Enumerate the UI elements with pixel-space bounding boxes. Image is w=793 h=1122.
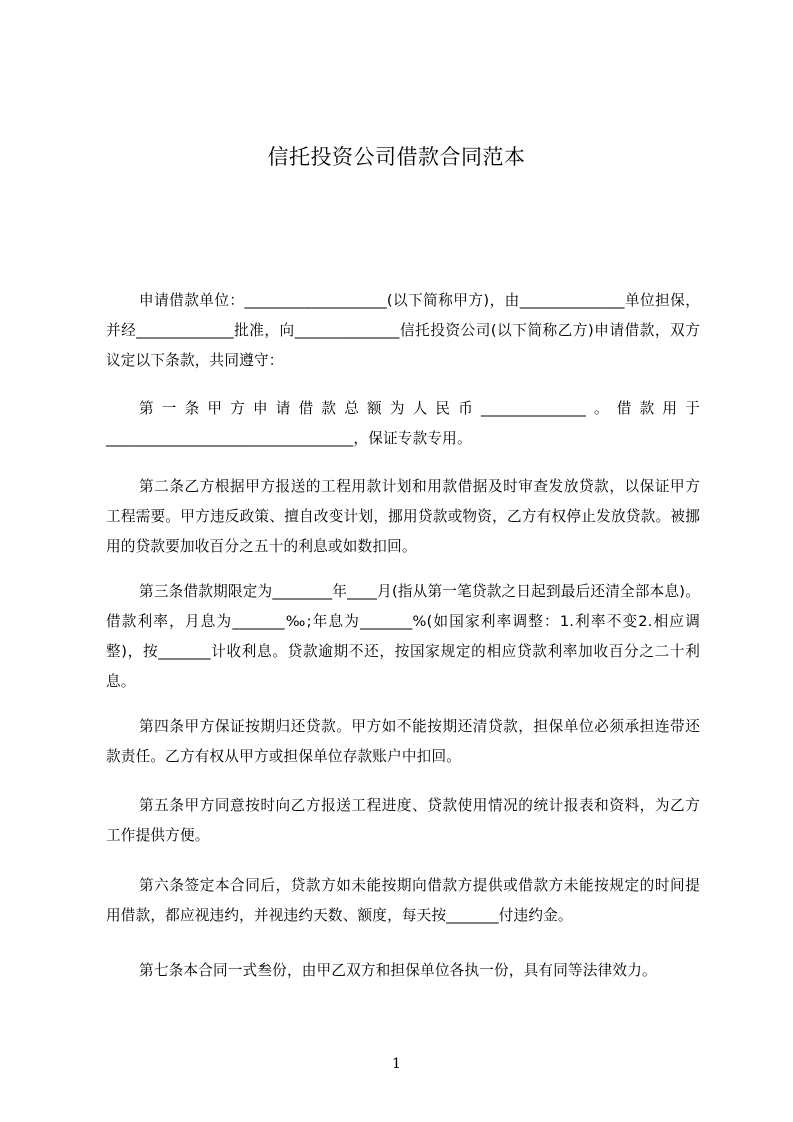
paragraph-article-3: 第三条借款期限定为________年____月(指从第一笔贷款之日起到最后还清全部本息)。借款利率，月息为_______‰;年息为_______%(如国家利率调整：1.利率不变2.相应调整)，按_______计收利息。贷款逾期不还，按国家规定的相应贷款利率加收百分之二十利息。 <box>106 583 700 690</box>
paragraph-article-7: 第七条本合同一式叁份，由甲乙双方和担保单位各执一份，具有同等法律效力。 <box>139 962 657 979</box>
paragraph-article-4: 第四条甲方保证按期归还贷款。甲方如不能按期还清贷款，担保单位必须承担连带还款责任。乙方有权从甲方或担保单位存款账户中扣回。 <box>106 718 700 765</box>
paragraph-article-1: 第一条甲方申请借款总额为人民币______________。借款用于_________________________________，保证专款专用。 <box>106 400 700 447</box>
page-title: 信托投资公司借款合同范本 <box>267 145 526 169</box>
page-number: 1 <box>392 1056 401 1072</box>
paragraph-article-5: 第五条甲方同意按时向乙方报送工程进度、贷款使用情况的统计报表和资料，为乙方工作提供方便。 <box>106 797 700 844</box>
paragraph-article-2: 第二条乙方根据甲方报送的工程用款计划和用款借据及时审查发放贷款，以保证甲方工程需要。甲方违反政策、擅自改变计划，挪用贷款或物资，乙方有权停止发放贷款。被挪用的贷款要加收百分之五十的利息或如数扣回。 <box>106 478 700 555</box>
paragraph-preamble: 申请借款单位：___________________(以下简称甲方)，由______________单位担保，并经_____________批准，向______________信托投资公司(以下简称乙方)申请借款，双方议定以下条款，共同遵守： <box>106 292 700 369</box>
paragraph-article-6: 第六条签定本合同后，贷款方如未能按期向借款方提供或借款方未能按规定的时间提用借款，都应视违约，并视违约天数、额度，每天按_______付违约金。 <box>106 877 700 924</box>
